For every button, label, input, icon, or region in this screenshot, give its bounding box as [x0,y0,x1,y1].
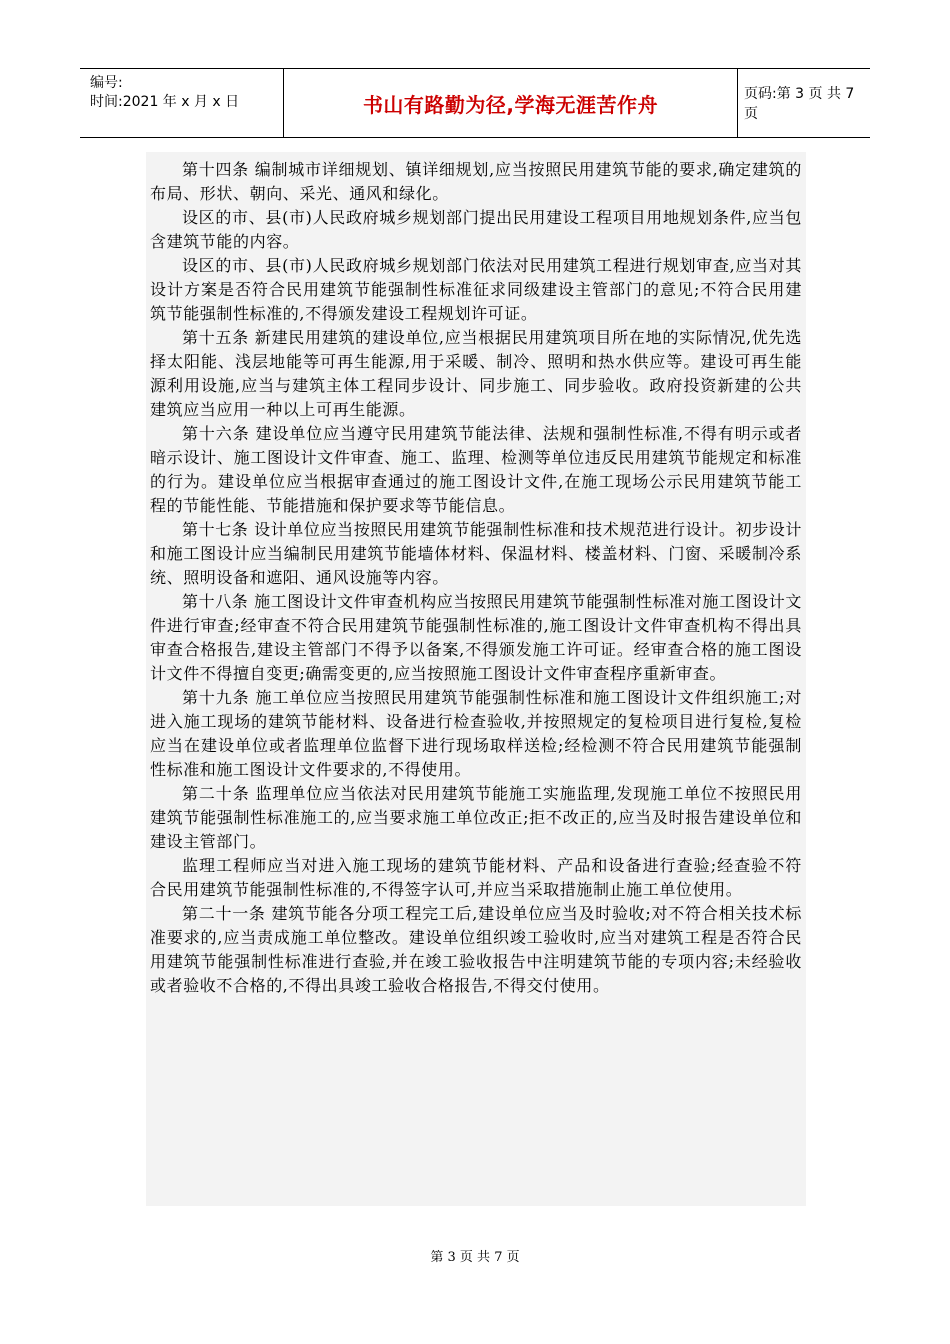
page-footer: 第 3 页 共 7 页 [430,1250,520,1265]
document-body [146,152,806,1206]
paragraph: 设区的市、县(市)人民政府城乡规划部门提出民用建设工程项目用地规划条件,应当包含建筑节能的内容。 [150,208,802,251]
header-page-cell [738,69,870,137]
document-date: 时间:2021 年 x 月 x 日 [90,94,240,110]
paragraph-article-14: 第十四条 编制城市详细规划、镇详细规划,应当按照民用建筑节能的要求,确定建筑的布局、形状、朝向、采光、通风和绿化。 [150,160,802,203]
paragraph: 设区的市、县(市)人民政府城乡规划部门依法对民用建筑工程进行规划审查,应当对其设计方案是否符合民用建筑节能强制性标准征求同级建设主管部门的意见;不符合民用建筑节能强制性标准的,不得颁发建设工程规划许可证。 [150,256,802,323]
paragraph-article-17: 第十七条 设计单位应当按照民用建筑节能强制性标准和技术规范进行设计。初步设计和施工图设计应当编制民用建筑节能墙体材料、保温材料、楼盖材料、门窗、采暖制冷系统、照明设备和遮阳、通风设施等内容。 [150,520,802,587]
document-number-label: 编号: [90,75,123,91]
paragraph-article-15: 第十五条 新建民用建筑的建设单位,应当根据民用建筑项目所在地的实际情况,优先选择太阳能、浅层地能等可再生能源,用于采暖、制冷、照明和热水供应等。建设可再生能源利用设施,应当与建筑主体工程同步设计、同步施工、同步验收。政府投资新建的公共建筑应当应用一种以上可再生能源。 [150,328,802,419]
paragraph-article-21: 第二十一条 建筑节能各分项工程完工后,建设单位应当及时验收;对不符合相关技术标准要求的,应当责成施工单位整改。建设单位组织竣工验收时,应当对建筑工程是否符合民用建筑节能强制性标准进行查验,并在竣工验收报告中注明建筑节能的专项内容;未经验收或者验收不合格的,不得出具竣工验收合格报告,不得交付使用。 [150,904,802,995]
header-motto: 书山有路勤为径,学海无涯苦作舟 [362,92,659,117]
header-page-code: 页码:第 3 页 共 7 页 [744,86,855,122]
paragraph-article-19: 第十九条 施工单位应当按照民用建筑节能强制性标准和施工图设计文件组织施工;对进入施工现场的建筑节能材料、设备进行检查验收,并按照规定的复检项目进行复检,复检应当在建设单位或者监理单位监督下进行现场取样送检;经检测不符合民用建筑节能强制性标准和施工图设计文件要求的,不得使用。 [150,688,802,779]
paragraph-article-20: 第二十条 监理单位应当依法对民用建筑节能施工实施监理,发现施工单位不按照民用建筑节能强制性标准施工的,应当要求施工单位改正;拒不改正的,应当及时报告建设单位和建设主管部门。 [150,784,802,851]
paragraph-article-16: 第十六条 建设单位应当遵守民用建筑节能法律、法规和强制性标准,不得有明示或者暗示设计、施工图设计文件审查、施工、监理、检测等单位违反民用建筑节能规定和标准的行为。建设单位应当根据审查通过的施工图设计文件,在施工现场公示民用建筑节能工程的节能性能、节能措施和保护要求等节能信息。 [150,424,802,515]
header-motto-cell [283,69,738,137]
header-meta [80,69,283,137]
paragraph-article-18: 第十八条 施工图设计文件审查机构应当按照民用建筑节能强制性标准对施工图设计文件进行审查;经审查不符合民用建筑节能强制性标准的,施工图设计文件审查机构不得出具审查合格报告,建设主管部门不得予以备案,不得颁发施工许可证。经审查合格的施工图设计文件不得擅自变更;确需变更的,应当按照施工图设计文件审查程序重新审查。 [150,592,802,683]
paragraph: 监理工程师应当对进入施工现场的建筑节能材料、产品和设备进行查验;经查验不符合民用建筑节能强制性标准的,不得签字认可,并应当采取措施制止施工单位使用。 [150,856,802,899]
page-header [80,68,870,138]
